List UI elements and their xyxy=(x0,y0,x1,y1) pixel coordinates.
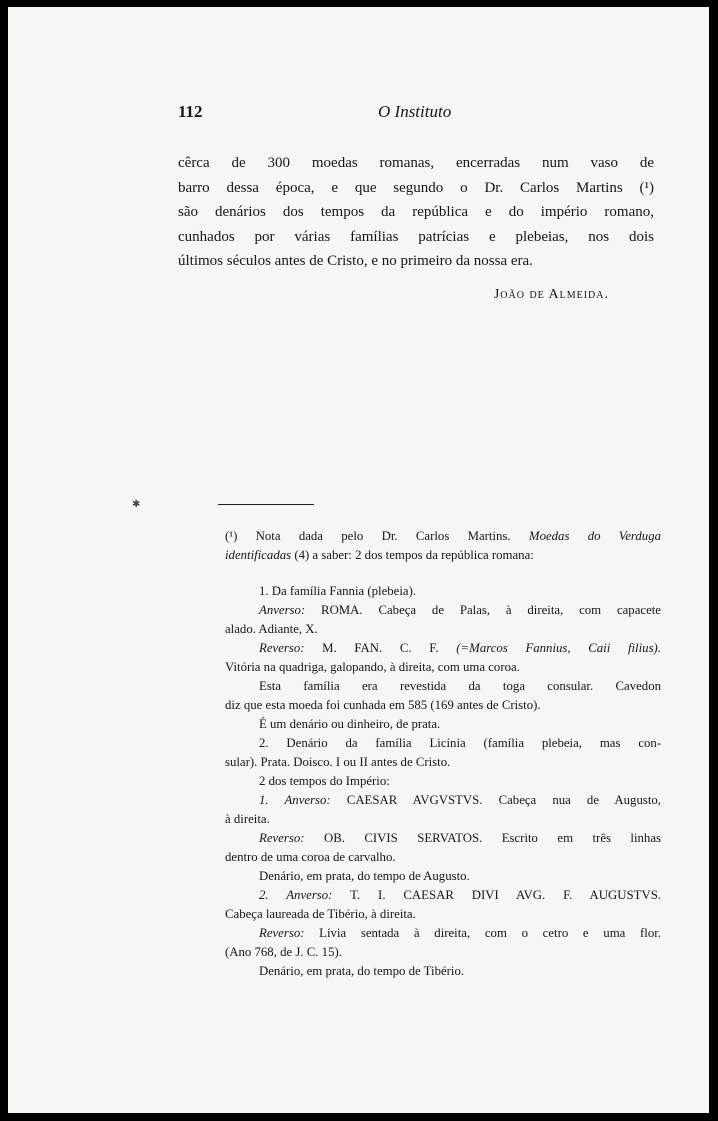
body-line: são denários dos tempos da república e do império romano, xyxy=(178,204,654,220)
anverso-label: 2. Anverso: xyxy=(259,888,333,902)
page-header xyxy=(178,102,647,126)
footnote-line xyxy=(225,791,661,810)
footnote-text: OB. CIVIS SERVATOS. Escrito em três linhas xyxy=(323,831,661,845)
footnote-line: 2 dos tempos do Império: xyxy=(259,774,390,788)
body-paragraph xyxy=(178,151,654,274)
body-line: cunhados por várias famílias patrícias e plebeias, nos dois xyxy=(178,228,654,245)
footnote-text: (4) a saber: 2 dos tempos da república romana: xyxy=(294,548,534,562)
footnote-line: (Ano 768, de J. C. 15). xyxy=(225,945,342,959)
page-number: 112 xyxy=(178,102,203,121)
footnote-latin: (=Marcos Fannius, Caii filius). xyxy=(456,641,662,655)
footnote-book-title: identificadas xyxy=(225,548,292,562)
footnote-line xyxy=(225,601,661,620)
footnote-text: M. FAN. C. F. xyxy=(322,641,439,655)
footnote-line: 2. Denário da família Licínia (família plebeia, mas con- xyxy=(259,736,661,750)
footnote xyxy=(225,527,661,981)
footnote-line: É um denário ou dinheiro, de prata. xyxy=(259,717,441,731)
anverso-label: Anverso: xyxy=(259,603,306,617)
stray-mark: ✱ xyxy=(132,499,141,510)
footnote-line xyxy=(225,546,661,565)
footnote-text: Lívia sentada à direita, com o cetro e uma flor. xyxy=(319,926,661,940)
footnote-line: sular). Prata. Doisco. I ou II antes de Cristo. xyxy=(225,755,451,769)
footnote-text: T. I. CAESAR DIVI AVG. F. AUGUSTVS. xyxy=(350,888,662,902)
footnote-text: ROMA. Cabeça de Palas, à direita, com capacete xyxy=(321,603,661,617)
footnote-line xyxy=(225,924,661,943)
body-line: últimos séculos antes de Cristo, e no primeiro da nossa era. xyxy=(178,253,533,269)
coin-item-title: 1. Da família Fannia (plebeia). xyxy=(259,584,417,598)
footnote-line: Vitória na quadriga, galopando, à direita, com uma coroa. xyxy=(225,660,520,674)
footnote-line: à direita. xyxy=(225,812,270,826)
footnote-line xyxy=(225,639,661,658)
footnote-divider xyxy=(218,504,314,505)
body-line: barro dessa época, e que segundo o Dr. Carlos Martins (¹) xyxy=(178,179,654,196)
author-signature: João de Almeida. xyxy=(493,287,609,302)
footnote-line xyxy=(225,886,661,905)
footnote-line: Denário, em prata, do tempo de Tibério. xyxy=(259,964,465,978)
footnote-line xyxy=(225,829,661,848)
document-page xyxy=(8,7,709,1113)
body-line: cêrca de 300 moedas romanas, encerradas num vaso de xyxy=(178,155,654,171)
anverso-label: 1. Anverso: xyxy=(259,793,331,807)
footnote-text: (¹) Nota dada pelo Dr. Carlos Martins. xyxy=(225,529,511,543)
footnote-line: alado. Adiante, X. xyxy=(225,622,318,636)
footnote-line xyxy=(225,527,661,546)
running-title: O Instituto xyxy=(378,102,452,121)
footnote-line: Cabeça laureada de Tibério, à direita. xyxy=(225,907,416,921)
footnote-text: CAESAR AVGVSTVS. Cabeça nua de Augusto, xyxy=(346,793,661,807)
reverso-label: Reverso: xyxy=(259,926,305,940)
footnote-line: dentro de uma coroa de carvalho. xyxy=(225,850,396,864)
footnote-line: diz que esta moeda foi cunhada em 585 (169 antes de Cristo). xyxy=(225,698,541,712)
reverso-label: Reverso: xyxy=(259,831,305,845)
footnote-line: Denário, em prata, do tempo de Augusto. xyxy=(259,869,470,883)
reverso-label: Reverso: xyxy=(259,641,305,655)
footnote-line: Esta família era revestida da toga consular. Cavedon xyxy=(259,679,661,693)
footnote-book-title: Moedas do Verduga xyxy=(528,529,661,543)
